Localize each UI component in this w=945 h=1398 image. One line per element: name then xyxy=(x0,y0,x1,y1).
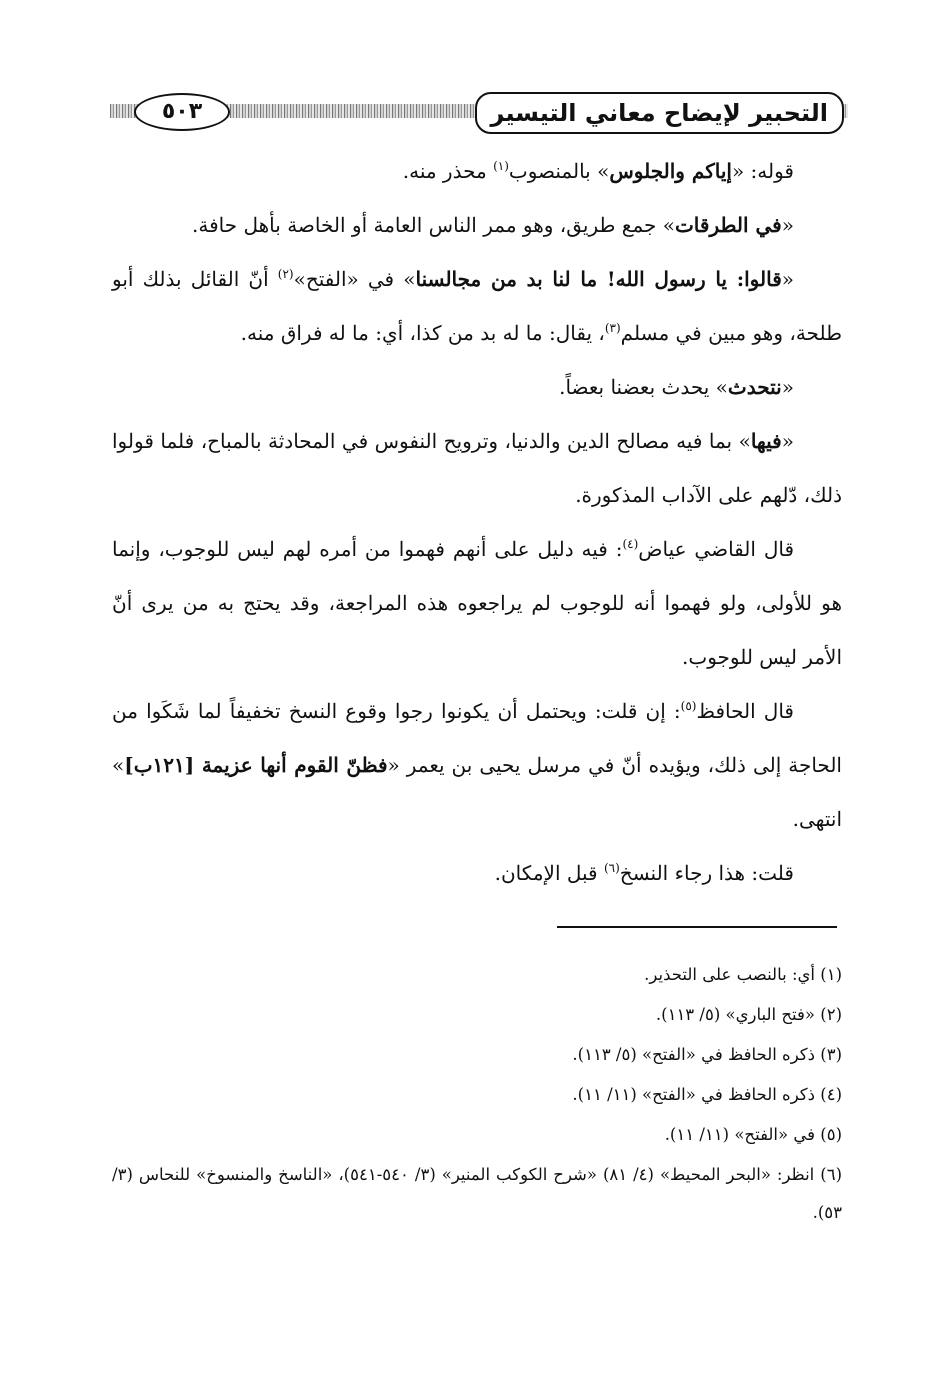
text-segment: « xyxy=(781,375,794,399)
page-number: ٥٠٣ xyxy=(134,93,230,131)
hadith-quote: قالوا: يا رسول الله! ما لنا بد من مجالسنا xyxy=(415,267,782,291)
footnote: (٦) انظر: «البحر المحيط» (٤/ ٨١) «شرح الكوكب المنير» (٣/ ٥٤٠-٥٤١)، «الناسخ والمنسوخ» للنحاس (٣/ ٥٣). xyxy=(112,1165,842,1222)
hadith-quote: في الطرقات xyxy=(674,213,782,237)
text-segment: ، يقال: ما له بد من كذا، أي: ما له فراق منه. xyxy=(240,321,605,345)
text-segment: » بالمنصوب xyxy=(508,159,610,183)
hadith-quote: فيها xyxy=(750,429,782,453)
text-segment: أنّ القائل بذلك أبو طلحة، وهو مبين في مسلم xyxy=(112,267,842,345)
footnote-marker: (٣) xyxy=(604,321,621,335)
text-segment: قال القاضي عياض xyxy=(638,537,794,561)
text-segment: « xyxy=(781,213,794,237)
body-paragraph xyxy=(112,414,842,522)
footnote-marker: (٦) xyxy=(603,861,620,875)
book-title: التحبير لإيضاح معاني التيسير xyxy=(475,92,844,134)
hadith-quote: نتحدث xyxy=(727,375,782,399)
footnote-marker: (٢) xyxy=(277,267,294,281)
text-segment: قال الحافظ xyxy=(696,699,794,723)
hadith-quote: فظنّ القوم أنها عزيمة [١٢١ب] xyxy=(124,753,388,777)
main-text xyxy=(112,144,842,900)
body-paragraph xyxy=(112,198,842,252)
footnote: (٤) ذكره الحافظ في «الفتح» (١١/ ١١). xyxy=(572,1085,842,1104)
text-segment: » يحدث بعضنا بعضاً. xyxy=(559,375,728,399)
text-segment: » بما فيه مصالح الدين والدنيا، وترويح النفوس في المحادثة بالمباح، فلما قولوا ذلك، دّلهم على الآداب المذكورة. xyxy=(112,429,842,507)
text-segment: « xyxy=(781,429,794,453)
footnotes xyxy=(112,956,842,1234)
text-segment: قلت: هذا رجاء النسخ xyxy=(619,861,794,885)
text-segment: محذر منه. xyxy=(402,159,494,183)
text-segment: قبل الإمكان. xyxy=(494,861,604,885)
footnote: (٣) ذكره الحافظ في «الفتح» (٥/ ١١٣). xyxy=(572,1045,842,1064)
footnote: (٢) «فتح الباري» (٥/ ١١٣). xyxy=(655,1005,842,1024)
footnote-marker: (٥) xyxy=(680,699,697,713)
text-segment: : إن قلت: ويحتمل أن يكونوا رجوا وقوع النسخ تخفيفاً لما شَكَوا من الحاجة إلى ذلك، ويؤيده أنّ في مرسل يحيى بن يعمر « xyxy=(112,699,842,777)
text-segment: » في «الفتح» xyxy=(293,267,416,291)
footnote-separator xyxy=(557,926,837,928)
body-paragraph xyxy=(112,360,842,414)
footnote-marker: (١) xyxy=(493,159,509,173)
body-paragraph xyxy=(112,252,842,360)
text-segment: : فيه دليل على أنهم فهموا من أمره لهم ليس للوجوب، وإنما هو للأولى، ولو فهموا أنه للوجوب لم يراجعوه هذه المراجعة، وقد يحتج به من يرى أنّ الأمر ليس للوجوب. xyxy=(112,537,842,669)
text-segment: قوله: « xyxy=(731,159,794,183)
footnote: (١) أي: بالنصب على التحذير. xyxy=(644,965,842,984)
hadith-quote: إياكم والجلوس xyxy=(609,159,732,183)
footnote: (٥) في «الفتح» (١١/ ١١). xyxy=(664,1125,842,1144)
body-paragraph xyxy=(112,846,842,900)
body-paragraph xyxy=(112,144,842,198)
body-paragraph xyxy=(112,684,842,846)
text-segment: » جمع طريق، وهو ممر الناس العامة أو الخاصة بأهل حافة. xyxy=(192,213,675,237)
running-header xyxy=(110,92,848,136)
footnote-marker: (٤) xyxy=(622,537,639,551)
text-segment: » انتهى. xyxy=(112,753,842,831)
text-segment: « xyxy=(781,267,795,291)
body-paragraph xyxy=(112,522,842,684)
